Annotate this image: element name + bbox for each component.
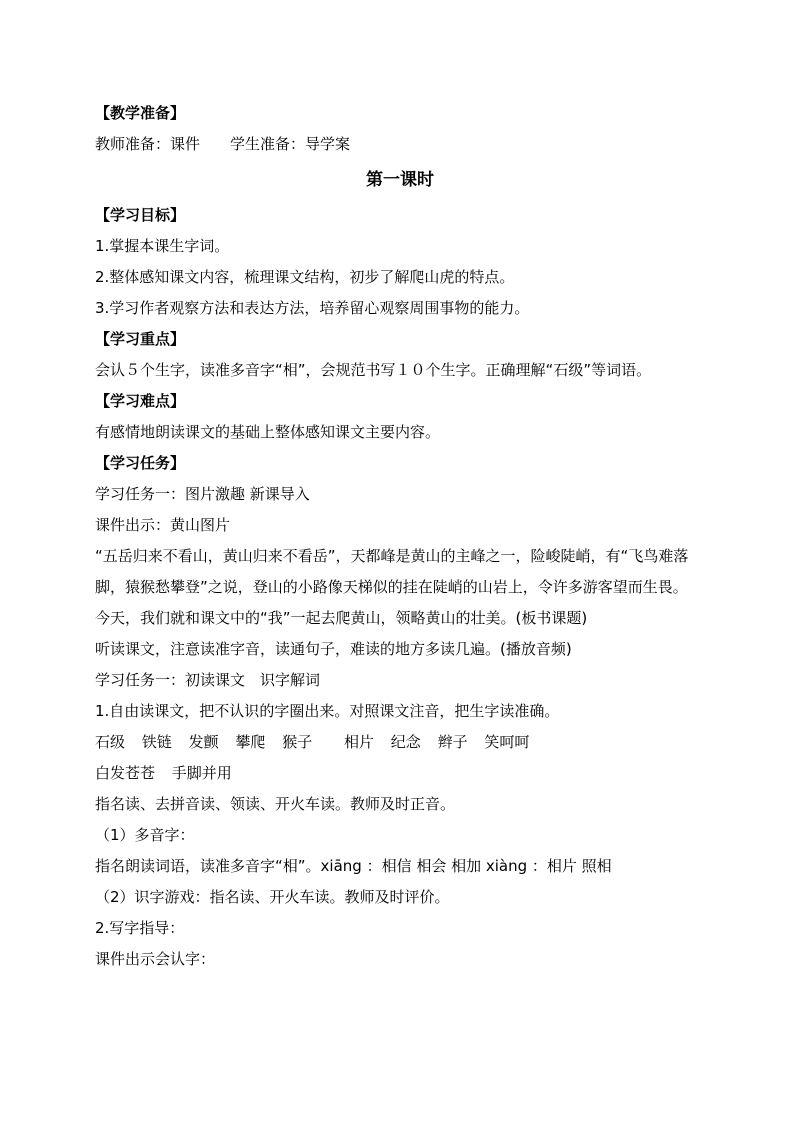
key-points-heading: 【学习重点】 [95,330,186,348]
game-text: （2）识字游戏：指名读、开火车读。教师及时评价。 [95,888,450,906]
word-item: 笑呵呵 [484,733,530,751]
polyphone-heading: （1）多音字： [95,826,195,844]
word-item: 发颤 [188,733,219,751]
document-page [95,98,705,975]
word-item: 攀爬 [235,733,266,751]
today-text: 今天，我们就和课文中的“我”一起去爬黄山，领略黄山的壮美。(板书课题) [95,609,588,627]
word-list-row-2 [95,758,705,789]
intro-paragraph: “五岳归来不看山，黄山归来不看岳”，天都峰是黄山的主峰之一，险峻陡峭，有“飞鸟难落脚，猿猴愁攀登”之说，登山的小路像天梯似的挂在陡峭的山岩上，令许多游客望而生畏。 [95,547,689,596]
word-item: 猴子 [282,733,313,751]
task2-title: 学习任务一：初读课文 识字解词 [95,671,321,689]
goals-heading: 【学习目标】 [95,206,186,224]
task1-title: 学习任务一：图片激趣 新课导入 [95,485,310,503]
lesson-title: 第一课时 [366,170,434,190]
word-item: 白发苍苍 [95,764,156,782]
read-methods-text: 指名读、去拼音读、领读、开火车读。教师及时正音。 [95,795,456,813]
word-item: 相片 [328,733,374,751]
prep-text: 教师准备：课件 学生准备：导学案 [95,135,351,153]
word-item: 纪念 [390,733,421,751]
show-picture-text: 课件出示：黄山图片 [95,516,231,534]
prep-heading: 【教学准备】 [95,104,186,122]
key-points-text: 会认５个生字，读准多音字“相”，会规范书写１０个生字。正确理解“石级”等词语。 [95,361,652,379]
word-item: 辫子 [437,733,468,751]
tasks-heading: 【学习任务】 [95,454,186,472]
difficulty-heading: 【学习难点】 [95,392,186,410]
show-chars-text: 课件出示会认字： [95,950,216,968]
polyphone-text: 指名朗读词语，读准多音字“相”。xiāng ：相信 相会 相加 xiàng ：相片 照相 [95,857,612,875]
goal-item-3: 3.学习作者观察方法和表达方法，培养留心观察周围事物的能力。 [95,299,530,317]
word-list-row-1 [95,727,705,758]
word-item: 石级 [95,733,126,751]
goal-item-1: 1.掌握本课生字词。 [95,237,230,255]
difficulty-text: 有感情地朗读课文的基础上整体感知课文主要内容。 [95,423,441,441]
word-item: 手脚并用 [171,764,232,782]
listen-text: 听读课文，注意读准字音，读通句子，难读的地方多读几遍。(播放音频) [95,640,572,658]
step1-text: 1.自由读课文，把不认识的字圈出来。对照课文注音，把生字读准确。 [95,702,560,720]
goal-item-2: 2.整体感知课文内容，梳理课文结构，初步了解爬山虎的特点。 [95,268,515,286]
word-item: 铁链 [141,733,172,751]
step2-text: 2.写字指导： [95,919,185,937]
